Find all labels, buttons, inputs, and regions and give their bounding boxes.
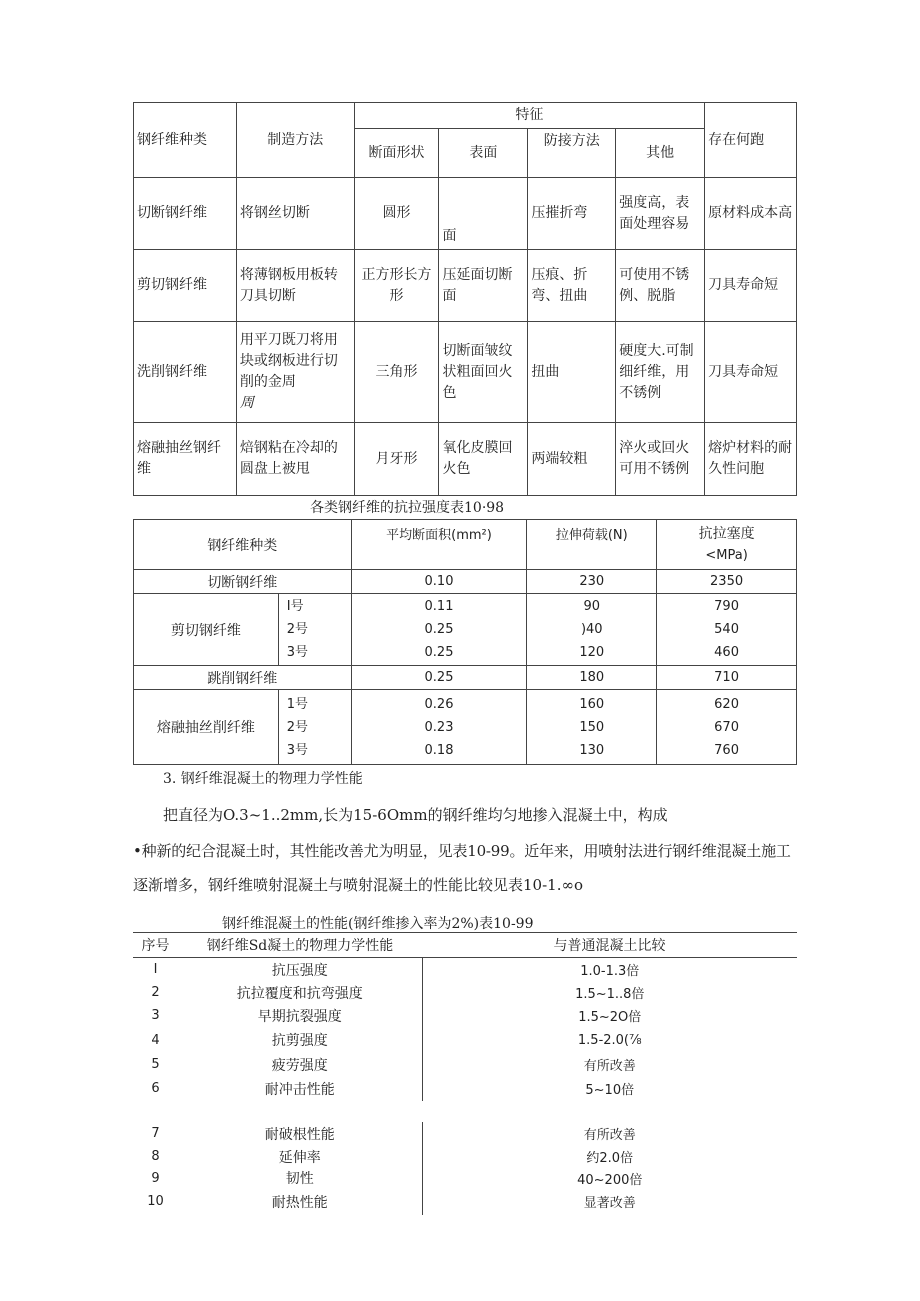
cell-type: 切断钢纤维 xyxy=(134,178,237,250)
t2-cell-no xyxy=(278,690,351,765)
t3-cmp: 1.5~1..8倍 xyxy=(575,987,645,1002)
t2-cell-type: 剪切钢纤维 xyxy=(134,594,279,666)
concrete-performance-table xyxy=(133,932,797,1215)
table-row xyxy=(133,1028,797,1053)
t3-cmp: 显著改善 xyxy=(583,1196,636,1211)
t3-no: I xyxy=(153,962,158,978)
cell-other: 硬度大.可制细纤维，用不锈例 xyxy=(616,322,705,423)
t2-strength: 540 xyxy=(714,622,739,637)
cell-anti: 扭曲 xyxy=(528,322,616,423)
t3-no: 5 xyxy=(151,1057,160,1072)
t2-no: 3号 xyxy=(286,645,309,660)
t3-prop: 耐破根性能 xyxy=(178,1122,422,1146)
t2-header-area: 平均断面积(mm²) xyxy=(351,520,527,570)
paragraph-line-3: 逐渐增多，钢纤维喷射混凝土与喷射混凝土的性能比较见表10-1.∞o xyxy=(133,876,583,894)
table-row xyxy=(134,570,797,594)
t3-prop: 延伸率 xyxy=(178,1146,422,1168)
t2-header-strength-line2: <MPa) xyxy=(705,547,748,563)
fiber-manufacturing-table xyxy=(133,102,797,496)
t2-strength: 620 xyxy=(714,696,739,712)
cell-type: 洗削钢纤维 xyxy=(134,322,237,423)
t2-cell-strength: 710 xyxy=(657,666,797,690)
cell-section: 三角形 xyxy=(354,322,439,423)
t2-area: 0.26 xyxy=(424,696,454,712)
t3-no: 8 xyxy=(151,1149,160,1164)
table-row xyxy=(134,178,797,250)
t2-header-type: 钢纤维种类 xyxy=(134,520,352,570)
cell-section: 圆形 xyxy=(354,178,439,250)
t2-area: 0.25 xyxy=(424,645,454,660)
t2-cell-load: 180 xyxy=(527,666,657,690)
t3-no: 3 xyxy=(151,1008,160,1023)
table-row xyxy=(134,594,797,666)
t3-header-cmp: 与普通混凝土比较 xyxy=(422,933,797,958)
cell-surface: 面 xyxy=(439,178,528,250)
t2-load: )40 xyxy=(580,622,603,637)
cell-other: 强度高，表面处理容易 xyxy=(616,178,705,250)
t2-header-strength-line1: 抗拉塞度 xyxy=(698,525,755,542)
t2-cell-area: 0.25 xyxy=(351,666,527,690)
header-section: 断面形状 xyxy=(354,129,439,178)
cell-other: 淬火或回火可用不锈例 xyxy=(616,423,705,496)
header-features: 特征 xyxy=(354,103,704,129)
table-row xyxy=(134,666,797,690)
t2-load: 120 xyxy=(579,645,605,660)
table-row xyxy=(133,958,797,982)
cell-surface: 切断面皱纹状粗面回火色 xyxy=(439,322,528,423)
cell-method xyxy=(236,322,354,423)
t2-no: 3号 xyxy=(286,742,309,758)
t2-no: 1号 xyxy=(286,696,309,712)
t2-cell-strength xyxy=(657,594,797,666)
t2-cell-no xyxy=(278,594,351,666)
table-row xyxy=(134,322,797,423)
t3-cmp: 约2.0倍 xyxy=(586,1151,634,1166)
t2-cell-load: 230 xyxy=(527,570,657,594)
t3-no: 4 xyxy=(151,1032,160,1048)
table-row xyxy=(133,1122,797,1146)
header-problem: 存在何跑 xyxy=(705,103,797,178)
cell-section: 月牙形 xyxy=(354,423,439,496)
header-anti: 防接方法 xyxy=(528,129,616,178)
t3-cmp: 5~10倍 xyxy=(585,1083,635,1098)
cell-type: 剪切钢纤维 xyxy=(134,250,237,322)
t3-prop: 抗压强度 xyxy=(178,958,422,982)
t3-cmp: 1.5-2.0(⅞ xyxy=(577,1032,642,1048)
t2-strength: 790 xyxy=(714,599,739,614)
cell-anti: 压痕、折弯、扭曲 xyxy=(528,250,616,322)
t3-header-no: 序号 xyxy=(133,933,178,958)
header-type: 钢纤维种类 xyxy=(134,103,237,178)
t2-cell-area xyxy=(351,690,527,765)
t2-no: 2号 xyxy=(286,719,309,735)
header-other: 其他 xyxy=(616,129,705,178)
table3-caption: 钢纤维混凝土的性能(钢纤维掺入率为2%)表10-99 xyxy=(222,916,534,932)
t3-no: 10 xyxy=(147,1194,164,1209)
section-title: 3. 钢纤维混凝土的物理力学性能 xyxy=(163,771,363,787)
t3-prop: 抗剪强度 xyxy=(178,1028,422,1053)
table2-caption: 各类钢纤维的抗拉强度表10·98 xyxy=(310,500,505,516)
cell-problem: 刀具寿命短 xyxy=(705,322,797,423)
cell-method: 将薄钢板用板转刀具切断 xyxy=(236,250,354,322)
cell-type: 熔融抽丝钢纤维 xyxy=(134,423,237,496)
header-method: 制造方法 xyxy=(236,103,354,178)
cell-surface: 压延面切断面 xyxy=(439,250,528,322)
paragraph-line-2: •种新的纪合混凝土时，其性能改善尤为明显，见表10-99。近年来，用喷射法进行钢纤维混凝土施工 xyxy=(133,842,791,860)
t2-header-load: 拉伸荷载(N) xyxy=(527,520,657,570)
table-row xyxy=(134,423,797,496)
t3-no: 6 xyxy=(151,1081,160,1096)
cell-problem: 原材料成本高 xyxy=(705,178,797,250)
t2-area: 0.11 xyxy=(424,599,454,614)
table-row xyxy=(133,1004,797,1028)
t2-no: 2号 xyxy=(286,622,309,637)
t3-no: 9 xyxy=(151,1170,160,1186)
table-row xyxy=(133,1168,797,1189)
table-row xyxy=(133,1146,797,1168)
table-row xyxy=(134,690,797,765)
table-row xyxy=(134,250,797,322)
t3-no: 7 xyxy=(151,1126,160,1141)
t2-cell-type: 熔融抽丝削纤维 xyxy=(134,690,279,765)
t2-cell-load xyxy=(527,690,657,765)
t2-strength: 670 xyxy=(714,719,739,735)
cell-method-extra: 周 xyxy=(239,395,254,411)
t2-cell-strength: 2350 xyxy=(657,570,797,594)
t3-prop: 耐冲击性能 xyxy=(178,1077,422,1101)
tensile-strength-table xyxy=(133,519,797,765)
t2-no: I号 xyxy=(286,599,304,614)
t3-header-prop: 钢纤维Sd凝土的物理力学性能 xyxy=(178,933,422,958)
cell-problem: 熔炉材料的耐久性问胞 xyxy=(705,423,797,496)
t3-prop: 早期抗裂强度 xyxy=(178,1004,422,1028)
cell-method: 将钢丝切断 xyxy=(236,178,354,250)
cell-problem: 刀具寿命短 xyxy=(705,250,797,322)
t2-area: 0.23 xyxy=(424,719,454,735)
paragraph-line-1: 把直径为O.3~1..2mm,长为15-6Omm的钢纤维均匀地掺入混凝土中，构成 xyxy=(163,806,668,824)
t3-cmp: 40~200倍 xyxy=(577,1172,643,1188)
cell-other: 可使用不锈例、脱脂 xyxy=(616,250,705,322)
cell-anti: 两端较粗 xyxy=(528,423,616,496)
cell-method: 焙钢粘在冷却的圆盘上被甩 xyxy=(236,423,354,496)
t2-area: 0.18 xyxy=(424,742,454,758)
t2-strength: 760 xyxy=(714,742,739,758)
t2-strength: 460 xyxy=(714,645,739,660)
t2-area: 0.25 xyxy=(424,622,454,637)
t2-cell-type: 切断钢纤维 xyxy=(134,570,352,594)
t2-load: 150 xyxy=(579,719,605,735)
t3-cmp: 有所改善 xyxy=(583,1059,636,1074)
cell-surface: 氧化皮膜回火色 xyxy=(439,423,528,496)
t3-cmp: 1.5~2O倍 xyxy=(578,1010,642,1025)
t2-load: 130 xyxy=(579,742,605,758)
table-row xyxy=(133,982,797,1004)
t3-prop: 疲劳强度 xyxy=(178,1053,422,1077)
table-row xyxy=(133,1189,797,1215)
t2-cell-area xyxy=(351,594,527,666)
t2-cell-strength xyxy=(657,690,797,765)
t3-cmp: 1.0-1.3倍 xyxy=(580,964,640,980)
t3-prop: 韧性 xyxy=(178,1168,422,1189)
table-row xyxy=(133,1053,797,1077)
t2-cell-area: 0.10 xyxy=(351,570,527,594)
cell-method-text: 用平刀既刀将用块或纲板进行切削的金周 xyxy=(239,332,338,390)
t2-header-strength xyxy=(657,520,797,570)
header-surface: 表面 xyxy=(439,129,528,178)
t3-prop: 耐热性能 xyxy=(178,1189,422,1215)
t3-prop: 抗拉覆度和抗弯强度 xyxy=(178,982,422,1004)
t2-cell-load xyxy=(527,594,657,666)
t2-cell-type: 跳削钢纤维 xyxy=(134,666,352,690)
t3-cmp: 有所改善 xyxy=(583,1128,636,1143)
t3-no: 2 xyxy=(151,985,160,1000)
t2-load: 90 xyxy=(583,599,601,614)
cell-section: 正方形长方形 xyxy=(354,250,439,322)
t2-load: 160 xyxy=(579,696,605,712)
table-row xyxy=(133,1077,797,1101)
cell-anti: 压摧折弯 xyxy=(528,178,616,250)
